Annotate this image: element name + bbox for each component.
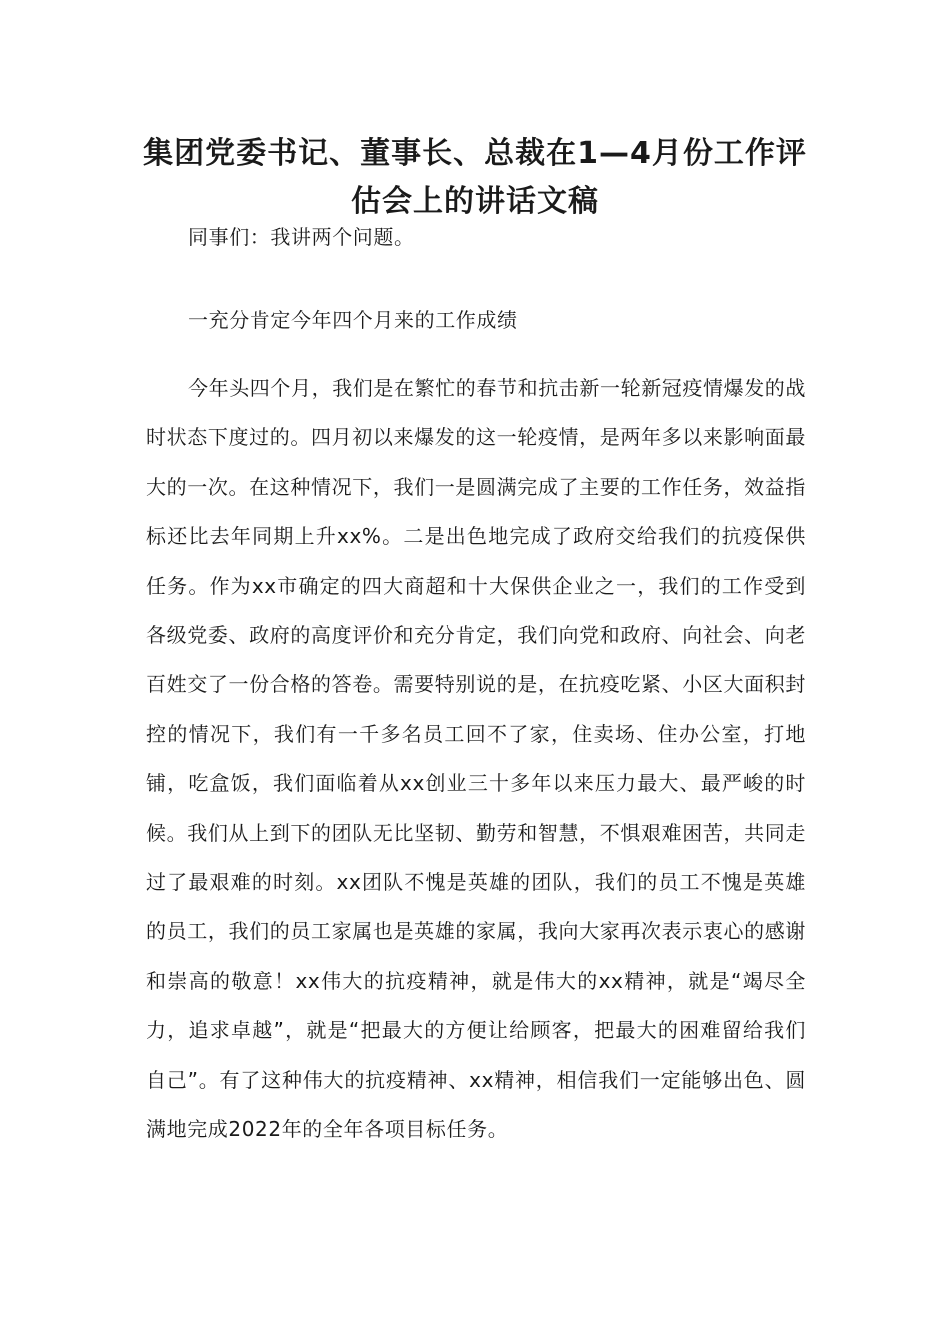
body-paragraph: 今年头四个月，我们是在繁忙的春节和抗击新一轮新冠疫情爆发的战时状态下度过的。四月初以来爆发的这一轮疫情，是两年多以来影响面最大的一次。在这种情况下，我们一是圆满完成了主要的工作任务，效益指标还比去年同期上升xx%。二是出色地完成了政府交给我们的抗疫保供任务。作为xx市确定的四大商超和十大保供企业之一，我们的工作受到各级党委、政府的高度评价和充分肯定，我们向党和政府、向社会、向老百姓交了一份合格的答卷。需要特别说的是，在抗疫吃紧、小区大面积封控的情况下，我们有一千多名员工回不了家，住卖场、住办公室，打地铺，吃盒饭，我们面临着从xx创业三十多年以来压力最大、最严峻的时候。我们从上到下的团队无比坚韧、勤劳和智慧，不惧艰难困苦，共同走过了最艰难的时刻。xx团队不愧是英雄的团队，我们的员工不愧是英雄的员工，我们的员工家属也是英雄的家属，我向大家再次表示衷心的感谢和崇高的敬意！xx伟大的抗疫精神，就是伟大的xx精神，就是“竭尽全力，追求卓越”，就是“把最大的方便让给顾客，把最大的困难留给我们自己”。有了这种伟大的抗疫精神、xx精神，相信我们一定能够出色、圆满地完成2022年的全年各项目标任务。 bbox=[146, 376, 806, 1142]
greeting-paragraph: 同事们：我讲两个问题。 bbox=[188, 225, 415, 249]
document-title: 集团党委书记、董事长、总裁在1—4月份工作评估会上的讲话文稿 bbox=[143, 136, 807, 219]
section-heading: 一充分肯定今年四个月来的工作成绩 bbox=[188, 308, 518, 332]
